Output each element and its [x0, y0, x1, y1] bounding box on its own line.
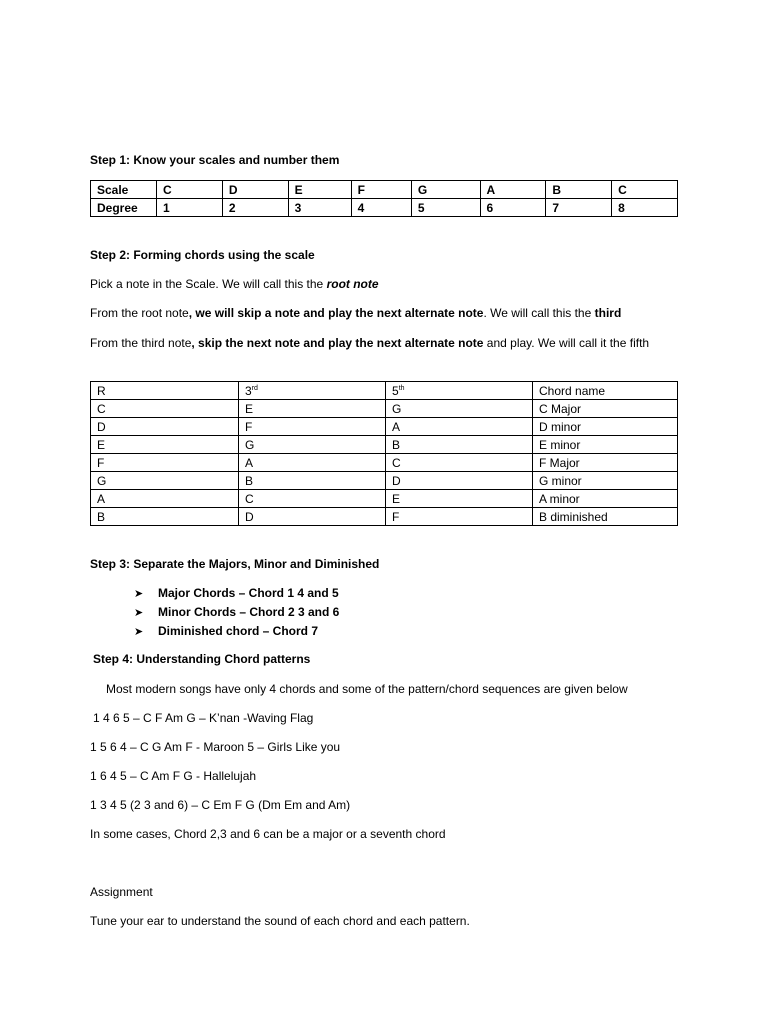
- list-item: [134, 604, 339, 623]
- table-cell: C: [612, 181, 678, 199]
- scale-table: [90, 180, 678, 217]
- header-third-number: 3: [245, 383, 252, 398]
- table-cell: B diminished: [533, 508, 678, 526]
- table-cell: B: [91, 508, 239, 526]
- table-cell: D: [91, 418, 239, 436]
- table-row: [91, 418, 678, 436]
- arrow-bullet-icon: ➤: [134, 588, 144, 600]
- table-row: [91, 472, 678, 490]
- table-cell: C: [157, 181, 223, 199]
- table-cell: 1: [157, 199, 223, 217]
- table-cell: D: [386, 472, 533, 490]
- header-third-suffix: rd: [251, 384, 258, 392]
- list-item-text: Major Chords – Chord 1 4 and 5: [158, 586, 339, 600]
- root-note-emphasis: root note: [326, 277, 379, 291]
- root-note-text: Pick a note in the Scale. We will call this the: [90, 277, 327, 291]
- table-row: [91, 199, 678, 217]
- third-paragraph-part-4: third: [594, 306, 622, 320]
- pattern-note: In some cases, Chord 2,3 and 6 can be a major or a seventh chord: [90, 827, 446, 841]
- fifth-paragraph-part-2: , skip the next note and play the next alternate note: [191, 336, 484, 350]
- table-cell: B: [546, 181, 612, 199]
- header-fifth-number: 5: [392, 383, 399, 398]
- fifth-paragraph: [90, 334, 678, 352]
- list-item-text: Diminished chord – Chord 7: [158, 624, 319, 638]
- pattern-line: 1 6 4 5 – C Am F G - Hallelujah: [90, 769, 257, 783]
- table-cell: G minor: [533, 472, 678, 490]
- table-cell: C: [91, 400, 239, 418]
- table-cell: 8: [612, 199, 678, 217]
- third-paragraph-part-3: . We will call this the: [483, 306, 595, 320]
- third-paragraph-part-1: From the root note: [90, 306, 189, 320]
- header-fifth-suffix: th: [398, 384, 405, 392]
- table-cell: A: [91, 490, 239, 508]
- arrow-bullet-icon: ➤: [134, 607, 144, 619]
- step1-heading: Step 1: Know your scales and number them: [90, 153, 340, 167]
- fifth-paragraph-part-1: From the third note: [90, 336, 192, 350]
- pattern-line: 1 3 4 5 (2 3 and 6) – C Em F G (Dm Em and Am): [90, 798, 351, 812]
- third-paragraph-part-2: , we will skip a note and play the next alternate note: [188, 306, 484, 320]
- table-cell: G: [411, 181, 480, 199]
- table-cell: C: [386, 454, 533, 472]
- step4-heading: Step 4: Understanding Chord patterns: [93, 652, 311, 666]
- table-cell: D: [222, 181, 288, 199]
- table-cell: F: [351, 181, 411, 199]
- table-row: [91, 181, 678, 199]
- table-cell: E: [91, 436, 239, 454]
- table-row: [91, 454, 678, 472]
- assignment-text: Tune your ear to understand the sound of each chord and each pattern.: [90, 914, 470, 928]
- table-row: [91, 436, 678, 454]
- header-third: [239, 382, 386, 400]
- table-cell: C Major: [533, 400, 678, 418]
- table-cell: E minor: [533, 436, 678, 454]
- table-cell: C: [239, 490, 386, 508]
- table-cell: F Major: [533, 454, 678, 472]
- third-paragraph: [90, 305, 678, 321]
- table-row: [91, 490, 678, 508]
- table-row: [91, 508, 678, 526]
- root-note-paragraph: [90, 276, 678, 292]
- table-cell: G: [386, 400, 533, 418]
- pattern-line: 1 4 6 5 – C F Am G – K’nan -Waving Flag: [93, 711, 314, 725]
- table-cell: G: [91, 472, 239, 490]
- pattern-line: 1 5 6 4 – C G Am F - Maroon 5 – Girls Like you: [90, 740, 341, 754]
- table-cell: E: [239, 400, 386, 418]
- list-item: [134, 585, 339, 604]
- table-row: [91, 400, 678, 418]
- table-cell: B: [386, 436, 533, 454]
- table-cell: 2: [222, 199, 288, 217]
- table-cell: 4: [351, 199, 411, 217]
- table-cell: F: [239, 418, 386, 436]
- table-cell: F: [91, 454, 239, 472]
- table-cell: A minor: [533, 490, 678, 508]
- step2-heading: Step 2: Forming chords using the scale: [90, 248, 315, 262]
- list-item: [134, 623, 339, 642]
- step4-intro: Most modern songs have only 4 chords and some of the pattern/chord sequences are given below: [106, 682, 628, 696]
- table-cell: B: [239, 472, 386, 490]
- header-chord-name: Chord name: [533, 382, 678, 400]
- table-cell: 6: [480, 199, 546, 217]
- table-cell: A: [480, 181, 546, 199]
- chord-table: [90, 381, 678, 526]
- step3-heading: Step 3: Separate the Majors, Minor and Diminished: [90, 557, 380, 571]
- header-root: R: [91, 382, 239, 400]
- table-cell: A: [386, 418, 533, 436]
- table-cell: G: [239, 436, 386, 454]
- table-cell: Scale: [91, 181, 157, 199]
- table-cell: D: [239, 508, 386, 526]
- table-cell: 5: [411, 199, 480, 217]
- list-item-text: Minor Chords – Chord 2 3 and 6: [158, 605, 340, 619]
- table-cell: E: [386, 490, 533, 508]
- table-cell: 7: [546, 199, 612, 217]
- chord-type-list: [134, 585, 339, 642]
- assignment-heading: Assignment: [90, 885, 153, 899]
- chord-table-header-row: [91, 382, 678, 400]
- table-cell: E: [288, 181, 351, 199]
- table-cell: 3: [288, 199, 351, 217]
- table-cell: Degree: [91, 199, 157, 217]
- fifth-paragraph-part-3: and play. We will call it the fifth: [483, 336, 650, 350]
- table-cell: D minor: [533, 418, 678, 436]
- header-fifth: [386, 382, 533, 400]
- table-cell: F: [386, 508, 533, 526]
- arrow-bullet-icon: ➤: [134, 626, 144, 638]
- table-cell: A: [239, 454, 386, 472]
